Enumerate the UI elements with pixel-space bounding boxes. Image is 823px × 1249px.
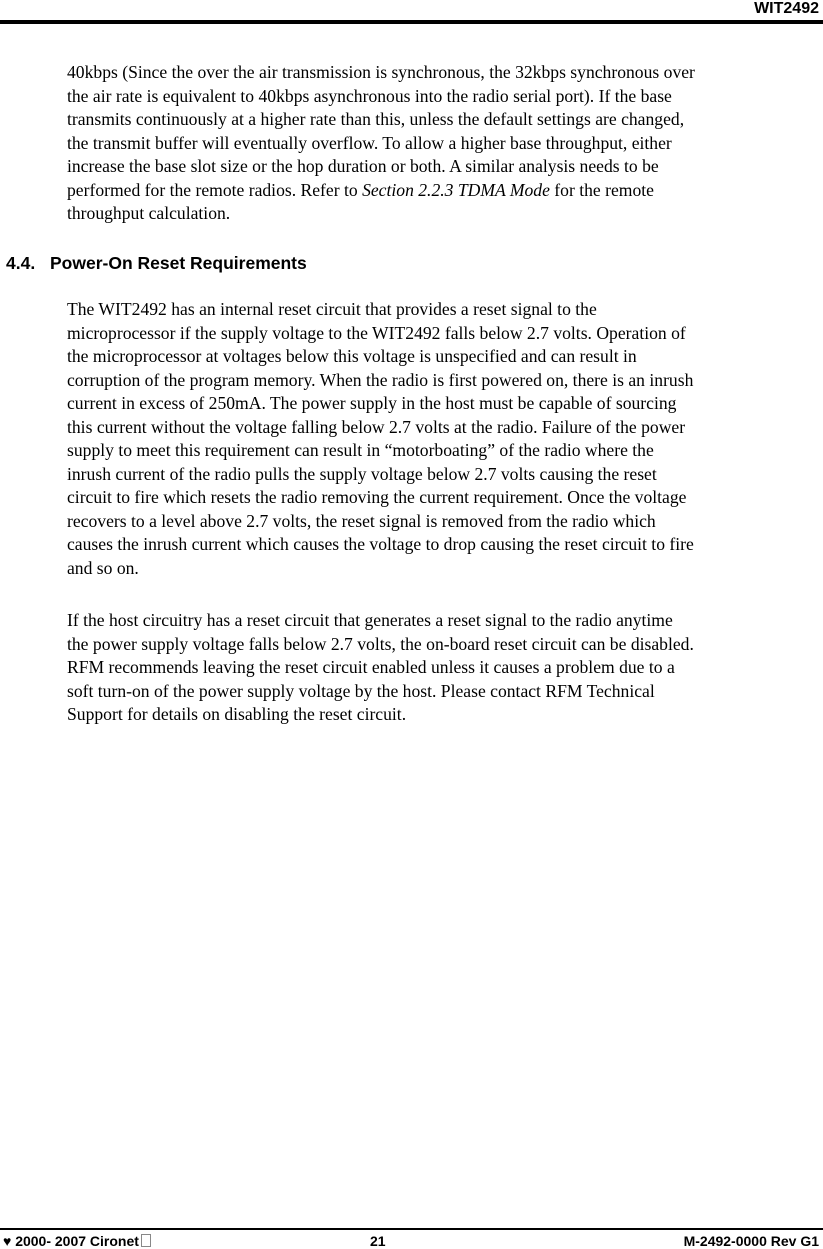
footer-rule (0, 1228, 823, 1230)
header-rule (0, 20, 823, 24)
header-title: WIT2492 (754, 0, 819, 17)
text-line: The WIT2492 has an internal reset circuit that provides a reset signal to the (67, 299, 597, 319)
section-title: Power-On Reset Requirements (50, 253, 307, 273)
section-reference: Section 2.2.3 TDMA Mode (362, 179, 550, 200)
text-line: this current without the voltage falling below 2.7 volts at the radio. Failure of the power (67, 416, 686, 437)
paragraph-reset-circuit (67, 298, 812, 580)
text-line: throughput calculation. (67, 203, 231, 223)
text-line: recovers to a level above 2.7 volts, the reset signal is removed from the radio which (67, 510, 656, 531)
text-line: current in excess of 250mA. The power supply in the host must be capable of sourcing (67, 393, 677, 413)
missing-glyph-icon (141, 1234, 151, 1247)
text-line: the transmit buffer will eventually overflow. To allow a higher base throughput, either (67, 132, 672, 153)
copyright-text: 2000- 2007 Cironet (15, 1233, 139, 1249)
footer-copyright (3, 1233, 151, 1249)
text-line: inrush current of the radio pulls the supply voltage below 2.7 volts causing the reset (67, 463, 657, 484)
text-line: Support for details on disabling the reset circuit. (67, 704, 407, 724)
text-line: the power supply voltage falls below 2.7 volts, the on-board reset circuit can be disabled. (67, 633, 694, 654)
text-line: circuit to fire which resets the radio removing the current requirement. Once the voltage (67, 487, 687, 507)
page-number: 21 (370, 1233, 386, 1249)
text-line: the microprocessor at voltages below this voltage is unspecified and can result in (67, 346, 637, 366)
text-line: corruption of the program memory. When the radio is first powered on, there is an inrush (67, 369, 694, 390)
text-line: transmits continuously at a higher rate than this, unless the default settings are changed, (67, 109, 685, 129)
text-line (67, 179, 812, 203)
text-line: increase the base slot size or the hop duration or both. A similar analysis needs to be (67, 156, 659, 176)
document-id: M-2492-0000 Rev G1 (683, 1233, 819, 1249)
text-line: supply to meet this requirement can result in “motorboating” of the radio where the (67, 440, 654, 460)
paragraph-throughput (67, 61, 812, 226)
text-segment: for the remote (549, 179, 654, 200)
text-line: and so on. (67, 557, 139, 578)
heart-icon: ♥ (3, 1233, 12, 1249)
text-line: RFM recommends leaving the reset circuit enabled unless it causes a problem due to a (67, 657, 675, 677)
text-line: microprocessor if the supply voltage to the WIT2492 falls below 2.7 volts. Operation of (67, 322, 686, 343)
text-line: 40kbps (Since the over the air transmission is synchronous, the 32kbps synchronous over (67, 62, 695, 82)
text-segment: performed for the remote radios. Refer to (67, 179, 363, 200)
section-heading (6, 252, 307, 274)
section-number: 4.4. (6, 253, 36, 273)
text-line: soft turn-on of the power supply voltage by the host. Please contact RFM Technical (67, 680, 655, 701)
text-line: If the host circuitry has a reset circuit that generates a reset signal to the radio anytime (67, 610, 673, 630)
text-line: the air rate is equivalent to 40kbps asynchronous into the radio serial port). If the base (67, 85, 672, 106)
text-line: causes the inrush current which causes the voltage to drop causing the reset circuit to fire (67, 534, 694, 554)
paragraph-host-reset (67, 609, 812, 727)
